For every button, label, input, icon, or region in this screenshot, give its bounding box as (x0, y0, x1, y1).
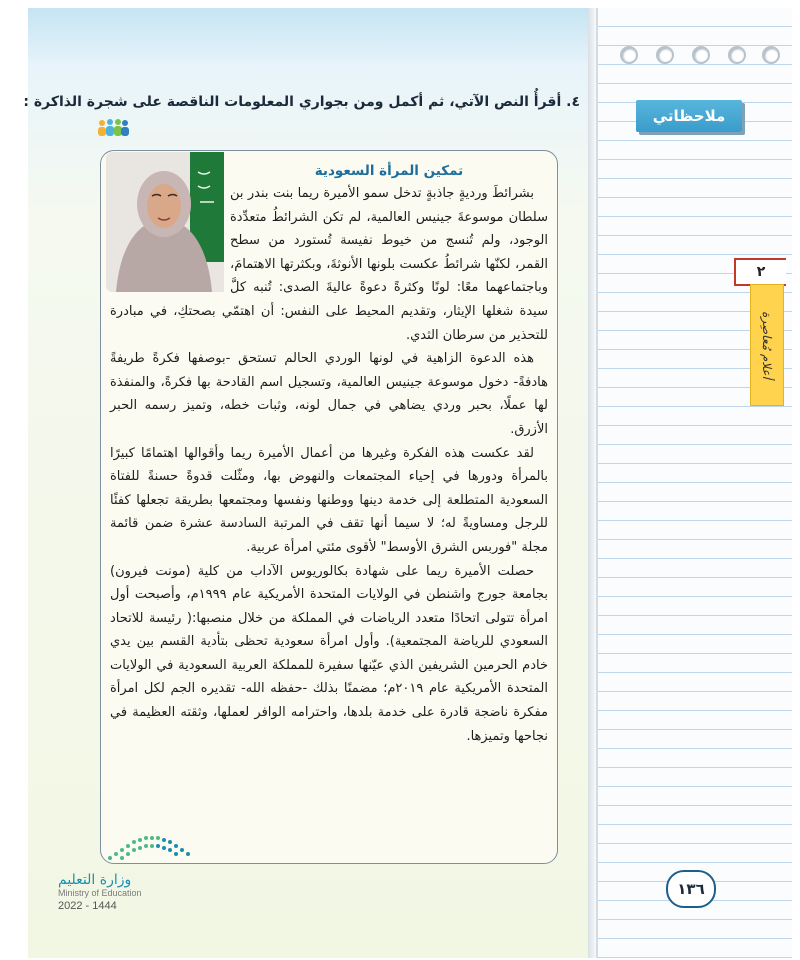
article-paragraph: حصلت الأميرة ريما على شهادة بكالوريوس الآداب من كلية (مونت فيرون) بجامعة جورج واشنطن في الولايات المتحدة الأمريكية عام ١٩٩٩م، وأصبحت أول امرأة تتولى اتحادًا متعدد الرياضات في المملكة من خلال منصبها:( رئيسة للاتحاد السعودي للرياضة المجتمعية). وأول امرأة سعودية تحظى بتأدية القسم بين يدي خادم الحرمين الشريفين الذي عيّنها سفيرة للمملكة العربية السعودية في الولايات المتحدة الأمريكية عام ٢٠١٩م؛ مضمنًا بذلك -حفظه الله- تقديره الجم لكل امرأة مفكرة ناضجة قادرة على خدمة بلدها، واحترامه الوافر لعملها، وثقته العظيمة في نجاحها وتميزها. (110, 563, 548, 744)
ring-icon (762, 46, 780, 64)
notes-notebook (596, 8, 792, 958)
ring-icon (656, 46, 674, 64)
edition-year: 2022 - 1444 (58, 900, 117, 912)
ring-icon (728, 46, 746, 64)
ministry-logo-icon (100, 828, 200, 868)
article-paragraph: بشرائطَ ورديةٍ جاذبةٍ تدخل سمو الأميرة ريما بنت بندر بن سلطان موسوعةَ جينيس العالمية، لم تكن الشرائطُ متعدِّدة الوجود، ولم تُنسج من خيوط نفيسة تُستورد من سطح القمر، لكنّها شرائطُ عكست بلونها الأنوثةَ، وبكثرتها الاهتمامَ، وباجتماعهما معًا: لونًا وكثرةً دعوةً عاليةَ الصدى: تُنبه كلَّ سيدة شغلها الإيثار، وتقديم المحيط على النفس: أن اهتمّي بصحتكِ، في مبادرة للتحذير من سرطان الثدي. (110, 186, 548, 343)
unit-number: ٢ (734, 258, 786, 286)
article-body (110, 160, 548, 748)
ministry-name-arabic: وزارة التعليم (58, 872, 132, 888)
ring-icon (692, 46, 710, 64)
article-paragraph: هذه الدعوة الزاهية في لونها الوردي الحالم تستحق -بوصفها فكرةً طريفةً هادفةً- دخول موسوعة جينيس العالمية، وتسجيل اسم القادحة بها فكرةً، والمنفذة لها عملًا، بحبر وردي يضاهي في جمال لونه، وثبات خطه، وتميز رسمه الحبر الأزرق. (110, 351, 548, 437)
notebook-rings (612, 46, 782, 66)
notes-tab: ملاحظاتي (636, 100, 742, 132)
article-paragraph: لقد عكست هذه الفكرة وغيرها من أعمال الأميرة ريما وأقوالها اهتمامًا كبيرًا بالمرأة ودورها في إحياء المجتمعات والنهوض بها، ومثّلت قدوةً حسنةً للفتاة السعودية المتطلعة إلى خدمة دينها ووطنها ونفسها ومجتمعها بطريقة تجعلها كفئًا للرجل ومساويةً له؛ لا سيما أنها تقف في المرتبة السادسة عشرة ضمن قائمة مجلة "فوربس الشرق الأوسط" لأقوى مئتي امرأة عربية. (110, 445, 548, 555)
unit-tab (750, 284, 784, 406)
photo-wrap-space (110, 160, 230, 290)
article-title: تمكين المرأة السعودية (314, 163, 464, 179)
exercise-instruction: ٤. أقرأُ النص الآتي، ثم أكمل ومن بجواري المعلومات الناقصة على شجرة الذاكرة : (23, 94, 580, 110)
unit-title: أعلام مُعاصِرة (760, 311, 774, 379)
group-work-icon (96, 118, 130, 138)
page-number: ١٣٦ (666, 870, 716, 908)
ring-icon (620, 46, 638, 64)
ministry-name-english: Ministry of Education (58, 888, 142, 898)
